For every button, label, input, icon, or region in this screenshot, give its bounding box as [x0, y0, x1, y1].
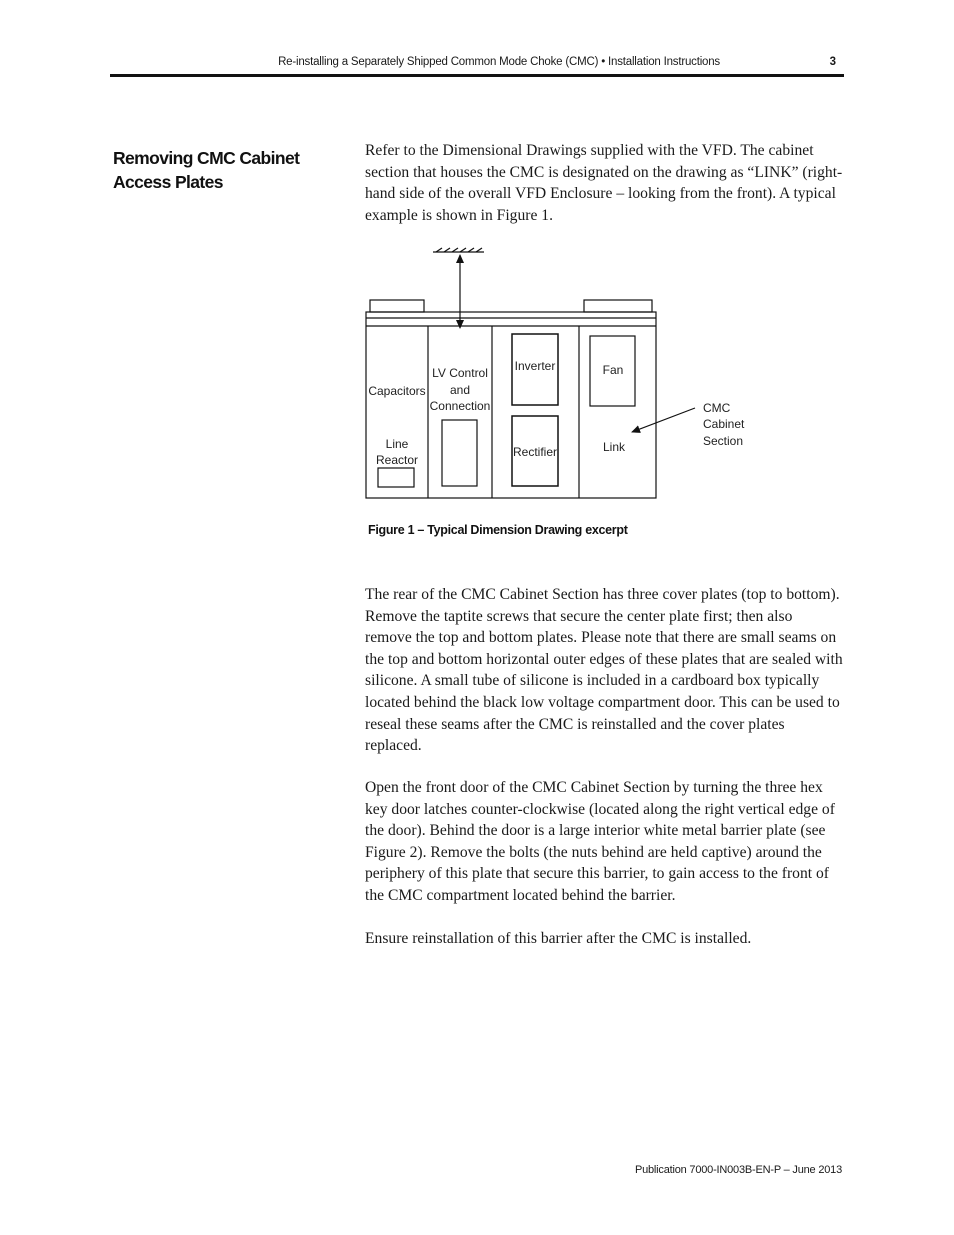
running-header: Re-installing a Separately Shipped Common Mode Choke (CMC) • Installation Instructions	[278, 56, 720, 68]
rectifier-label: Rectifier	[512, 445, 558, 459]
link-label: Link	[602, 440, 626, 454]
lv-control-panel-box	[442, 420, 477, 486]
figure-caption: Figure 1 – Typical Dimension Drawing excerpt	[368, 523, 628, 537]
header-rule	[110, 74, 844, 77]
ground-hatch	[436, 248, 482, 252]
lv-control-label: Connection	[429, 399, 491, 413]
line-reactor-box	[378, 468, 414, 487]
lv-control-label: and	[449, 383, 471, 397]
line-reactor-label: Line	[385, 437, 409, 451]
body-paragraph: Ensure reinstallation of this barrier after the CMC is installed.	[365, 930, 752, 947]
cmc-section-label: CMC	[703, 401, 731, 415]
inverter-label: Inverter	[514, 359, 556, 373]
cmc-section-label: Section	[703, 434, 744, 448]
publication-footer: Publication 7000-IN003B-EN-P – June 2013	[634, 1164, 842, 1176]
lifting-tab-left	[370, 300, 424, 312]
intro-paragraph: Refer to the Dimensional Drawings supplied with the VFD. The cabinet section that houses the CMC is designated on the drawing as “LINK” (right-hand side of the overall VFD Enclosure – looking from the front). A typical example is shown in Figure 1.	[365, 142, 843, 224]
capacitors-label: Capacitors	[368, 384, 426, 398]
cmc-section-label: Cabinet	[703, 417, 745, 431]
enclosure-outline	[366, 312, 656, 498]
line-reactor-label: Reactor	[375, 453, 419, 467]
section-title: Removing CMC Cabinet Access Plates	[113, 148, 300, 192]
page-number: 3	[829, 56, 836, 68]
cmc-callout-arrow	[632, 408, 695, 432]
dimension-drawing-figure	[360, 240, 780, 505]
body-paragraph: Open the front door of the CMC Cabinet Section by turning the three hex key door latches counter-clockwise (located along the right vertical edge of the door). Behind the door is a large interior white metal barrier plate (see Figure 2). Remove the bolts (the nuts behind are held captive) around the periphery of this plate that secure this barrier, to gain access to the front of the CMC compartment located behind the barrier.	[365, 779, 835, 904]
lifting-tab-right	[584, 300, 652, 312]
body-paragraph: The rear of the CMC Cabinet Section has three cover plates (top to bottom). Remove the taptite screws that secure the center plate first; then also remove the top and bottom plates. Please note that there are small seams on the top and bottom horizontal outer edges of these plates that are sealed with silicone. A small tube of silicone is included in a cardboard box typically located behind the black low voltage compartment door. This can be used to reseal these seams after the CMC is reinstalled and the cover plates replaced.	[365, 586, 843, 755]
dimension-drawing	[360, 240, 780, 505]
lv-control-label: LV Control	[432, 366, 488, 380]
fan-label: Fan	[602, 363, 624, 377]
